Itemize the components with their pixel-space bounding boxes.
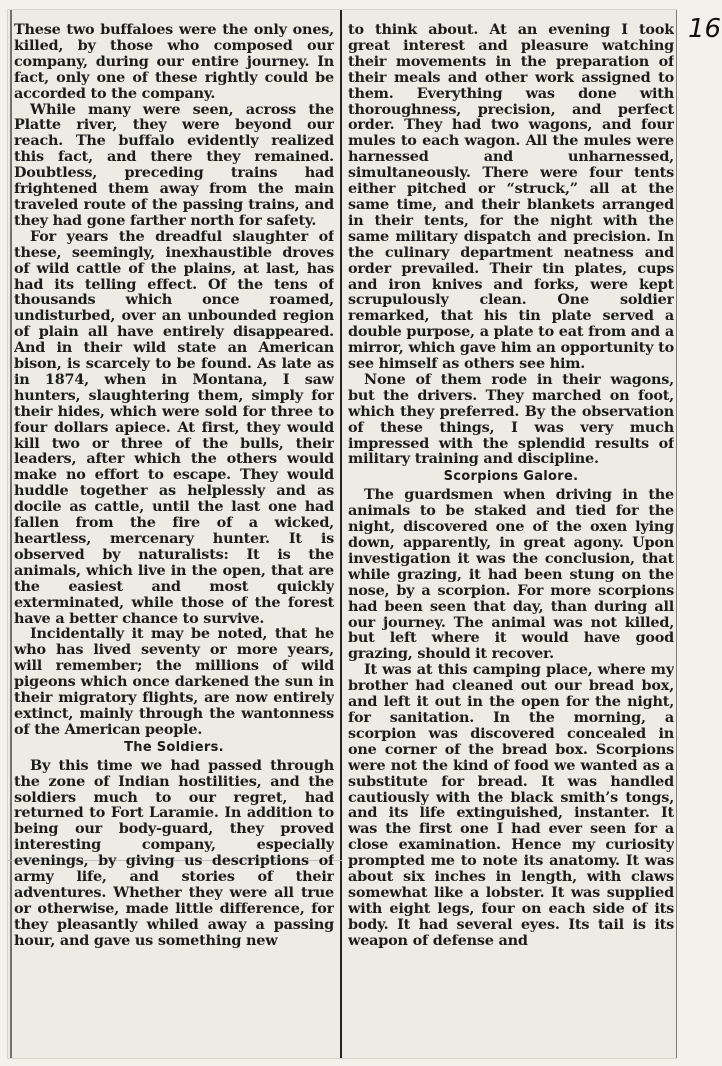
- right-paragraph-1: to think about. At an evening I took great interest and pleasure watching their movements in the preparation of their meals and other work assigned to them. Everything was done with thoroughness, precision, and perfect order. They had two wagons, and four mules to each wagon. All the mules were harnessed and unharnessed, simultaneously. There were four tents either pitched or “struck,” all at the same time, and their blankets arranged in their tents, for the night with the same military dispatch and precision. In the culinary department neatness and order prevailed. Their tin plates, cups and iron knives and forks, were kept scrupulously clean. One soldier remarked, that his tin plate served a double purpose, a plate to eat from and a mirror, which gave him an opportunity to see himself as others see him.: [348, 22, 674, 373]
- right-paragraph-3: The guardsmen when driving in the animals to be staked and tied for the night, discovered one of the oxen lying down, apparently, in great agony. Upon investigation it was the conclusion, that while grazing, it had been stung on the nose, by a scorpion. For more scorpions had been seen that day, than during all our journey. The animal was not killed, but left where it would have good grazing, should it recover.: [348, 486, 674, 663]
- left-paragraph-3: For years the dreadful slaughter of these, seemingly, inexhaustible droves of wild cattle of the plains, at last, has had its telling effect. Of the tens of thousands which once roamed, undisturbed, over an unbounded region of plain all have entirely disappeared. And in their wild state an American bison, is scarcely to be found. As late as in 1874, when in Montana, I saw hunters, slaughtering them, simply for their hides, which were sold for three to four dollars apiece. At first, they would kill two or three of the bulls, their leaders, after which the others would make no effort to escape. They would huddle together as helplessly and as docile as cattle, until the last one had fallen from the fire of a wicked, heartless, mercenary hunter. It is observed by naturalists: It is the animals, which live in the open, that are the easiest and most quickly exterminated, while those of the forest have a better chance to survive.: [14, 227, 334, 627]
- left-paragraph-1: These two buffaloes were the only ones, killed, by those who composed our company, during our entire journey. In fact, only one of these rightly could be accorded to the company.: [14, 22, 334, 102]
- right-paragraph-4: It was at this camping place, where my brother had cleaned out our bread box, and left it out in the open for the night, for sanitation. In the morning, a scorpion was discovered concealed in one corner of the bread box. Scorpions were not the kind of food we wanted as a substitute for bread. It was handled cautiously with the black smith’s tongs, and its life extinguished, instanter. It was the first one I had ever seen for a close examination. Hence my curiosity prompted me to note its anatomy. It was about six inches in length, with claws somewhat like a lobster. It was supplied with eight legs, four on each side of its body. It had several eyes. Its tail is its weapon of defense and: [348, 661, 674, 949]
- column-divider: [340, 10, 342, 1058]
- left-paragraph-5: By this time we had passed through the zone of Indian hostilities, and the soldiers much to our regret, had returned to Fort Laramie. In addition to being our body-guard, they proved interesting company, especially evenings, by giving us descriptions of army life, and stories of their adventures. Whether they were all true or otherwise, made little difference, for they pleasantly whiled away a passing hour, and gave us something new: [14, 756, 334, 949]
- section-heading-scorpions: Scorpions Galore.: [443, 469, 579, 485]
- handwritten-page-number: 16: [688, 14, 722, 44]
- left-column: [14, 22, 334, 1052]
- left-border-rule: [10, 10, 12, 1058]
- right-column: [348, 22, 674, 1052]
- section-heading-soldiers: The Soldiers.: [124, 739, 224, 755]
- right-border-rule: [676, 10, 677, 1058]
- left-paragraph-2: While many were seen, across the Platte river, they were beyond our reach. The buffalo evidently realized this fact, and there they remained. Doubtless, preceding trains had frightened them away from the main traveled route of the passing trains, and they had gone farther north for safety.: [14, 100, 334, 229]
- left-paragraph-4: Incidentally it may be noted, that he who has lived seventy or more years, will remember; the millions of wild pigeons which once darkened the sun in their migratory flights, are now entirely extinct, mainly through the wantonness of the American people.: [14, 625, 334, 738]
- right-paragraph-2: None of them rode in their wagons, but the drivers. They marched on foot, which they preferred. By the observation of these things, I was very much impressed with the splendid results of military training and discipline.: [348, 370, 674, 468]
